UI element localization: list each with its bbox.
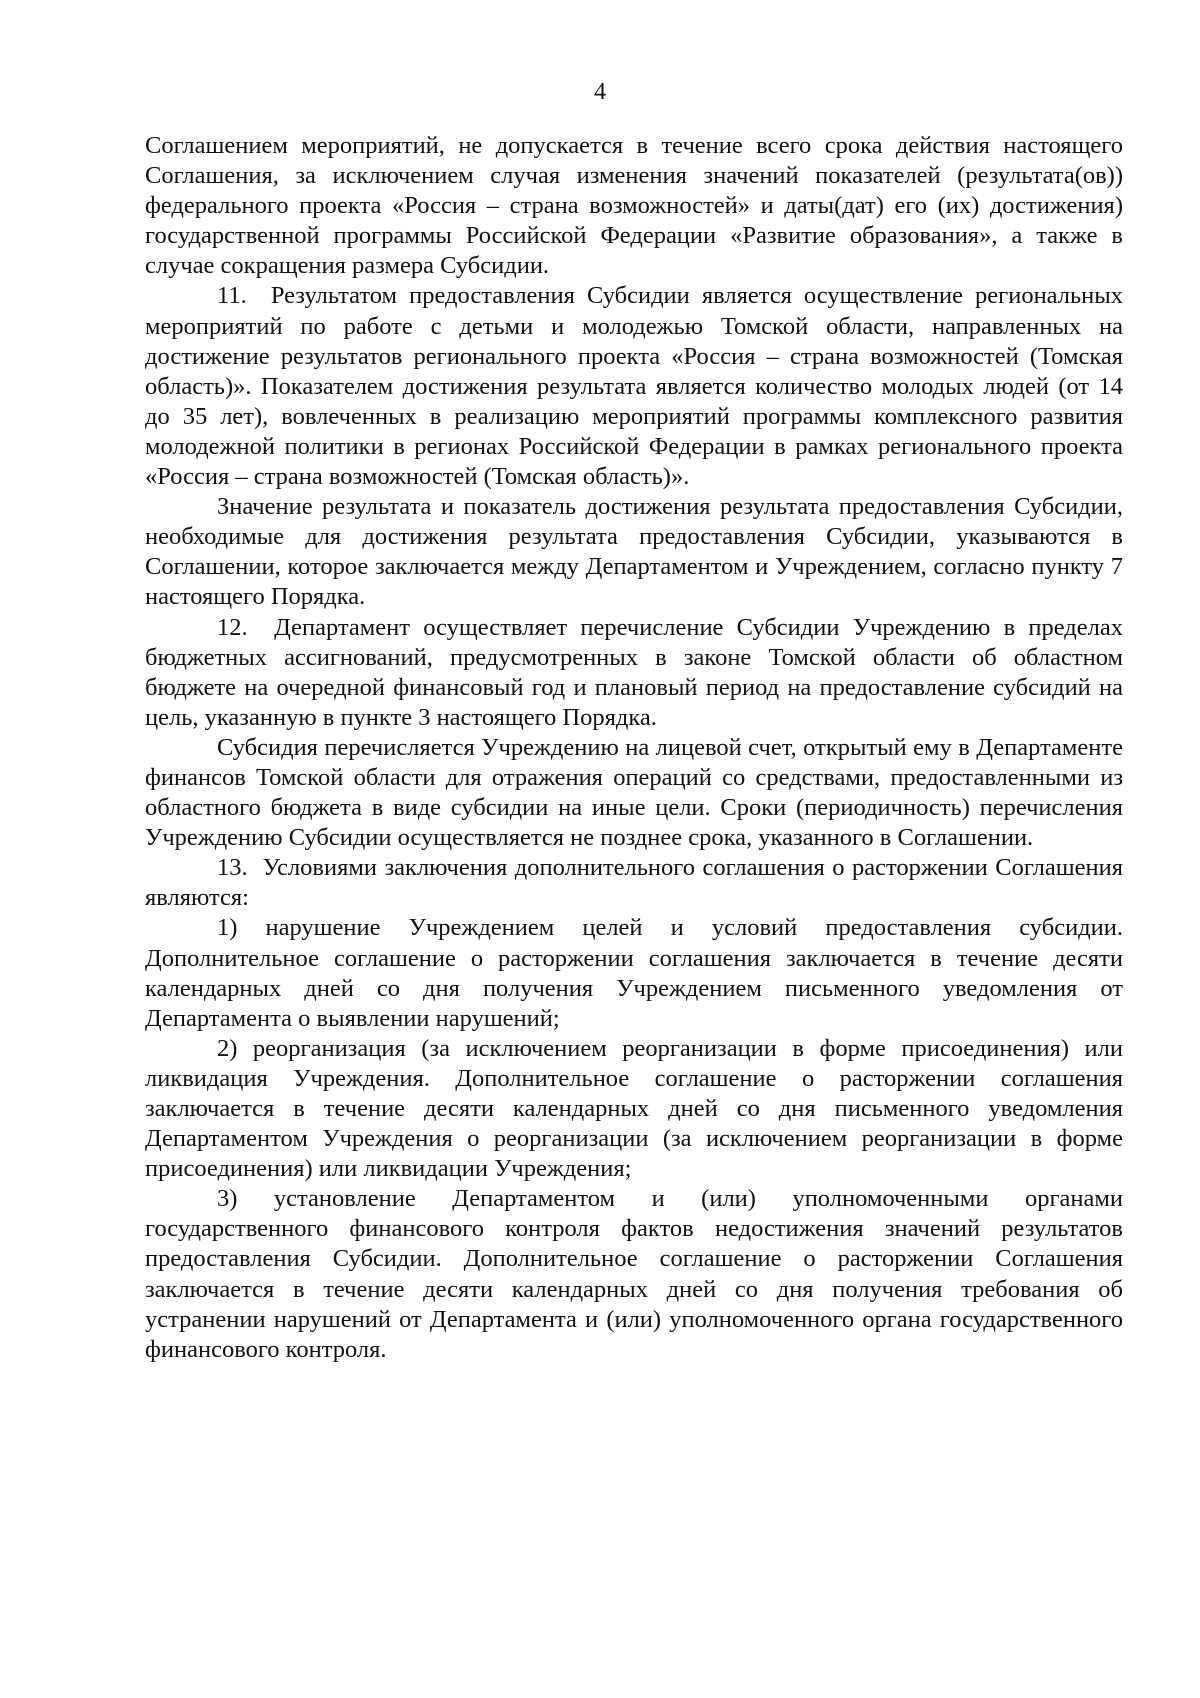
paragraph-12: 12. Департамент осуществляет перечисление Субсидии Учреждению в пределах бюджетных ассигнований, предусмотренных в законе Томской области об областном бюджете на очередной финансовый год и плановый период на предоставление субсидий на цель, указанную в пункте 3 настоящего Порядка. [145,613,1123,731]
list-item-1: 1) нарушение Учреждением целей и условий предоставления субсидии. Дополнительное соглашение о расторжении соглашения заключается в течение десяти календарных дней со дня получения Учреждением письменного уведомления от Департамента о выявлении нарушений; [145,914,1123,1032]
list-item-3: 3) установление Департаментом и (или) уполномоченными органами государственного финансового контроля фактов недостижения значений результатов предоставления Субсидии. Дополнительное соглашение о расторжении Соглашения заключается в течение десяти календарных дней со дня получения требования об устранении нарушений от Департамента и (или) уполномоченного органа государственного финансового контроля. [145,1185,1123,1363]
paragraph-13: 13. Условиями заключения дополнительного соглашения о расторжении Соглашения являются: [145,854,1123,912]
paragraph-result-value: Значение результата и показатель достижения результата предоставления Субсидии, необходимые для достижения результата предоставления Субсидии, указываются в Соглашении, которое заключается между Департаментом и Учреждением, согласно пункту 7 настоящего Порядка. [145,493,1123,611]
page-number: 4 [594,79,606,105]
paragraph-11: 11. Результатом предоставления Субсидии является осуществление региональных мероприятий по работе с детьми и молодежью Томской области, направленных на достижение результатов регионального проекта «Россия – страна возможностей (Томская область)». Показателем достижения результата является количество молодых людей (от 14 до 35 лет), вовлеченных в реализацию мероприятий программы комплексного развития молодежной политики в регионах Российской Федерации в рамках регионального проекта «Россия – страна возможностей (Томская область)». [145,282,1123,491]
paragraph-subsidy-transfer: Субсидия перечисляется Учреждению на лицевой счет, открытый ему в Департаменте финансов Томской области для отражения операций со средствами, предоставленными из областного бюджета в виде субсидии на иные цели. Сроки (периодичность) перечисления Учреждению Субсидии осуществляется не позднее срока, указанного в Соглашении. [145,733,1123,852]
document-body [145,131,1123,1365]
list-item-2: 2) реорганизация (за исключением реорганизации в форме присоединения) или ликвидация Учреждения. Дополнительное соглашение о расторжении соглашения заключается в течение десяти календарных дней со дня письменного уведомления Департаментом Учреждения о реорганизации (за исключением реорганизации в форме присоединения) или ликвидации Учреждения; [145,1034,1123,1183]
paragraph-continuation: Соглашением мероприятий, не допускается в течение всего срока действия настоящего Соглашения, за исключением случая изменения значений показателей (результата(ов)) федерального проекта «Россия – страна возможностей» и даты(дат) его (их) достижения) государственной программы Российской Федерации «Развитие образования», а также в случае сокращения размера Субсидии. [145,132,1123,280]
